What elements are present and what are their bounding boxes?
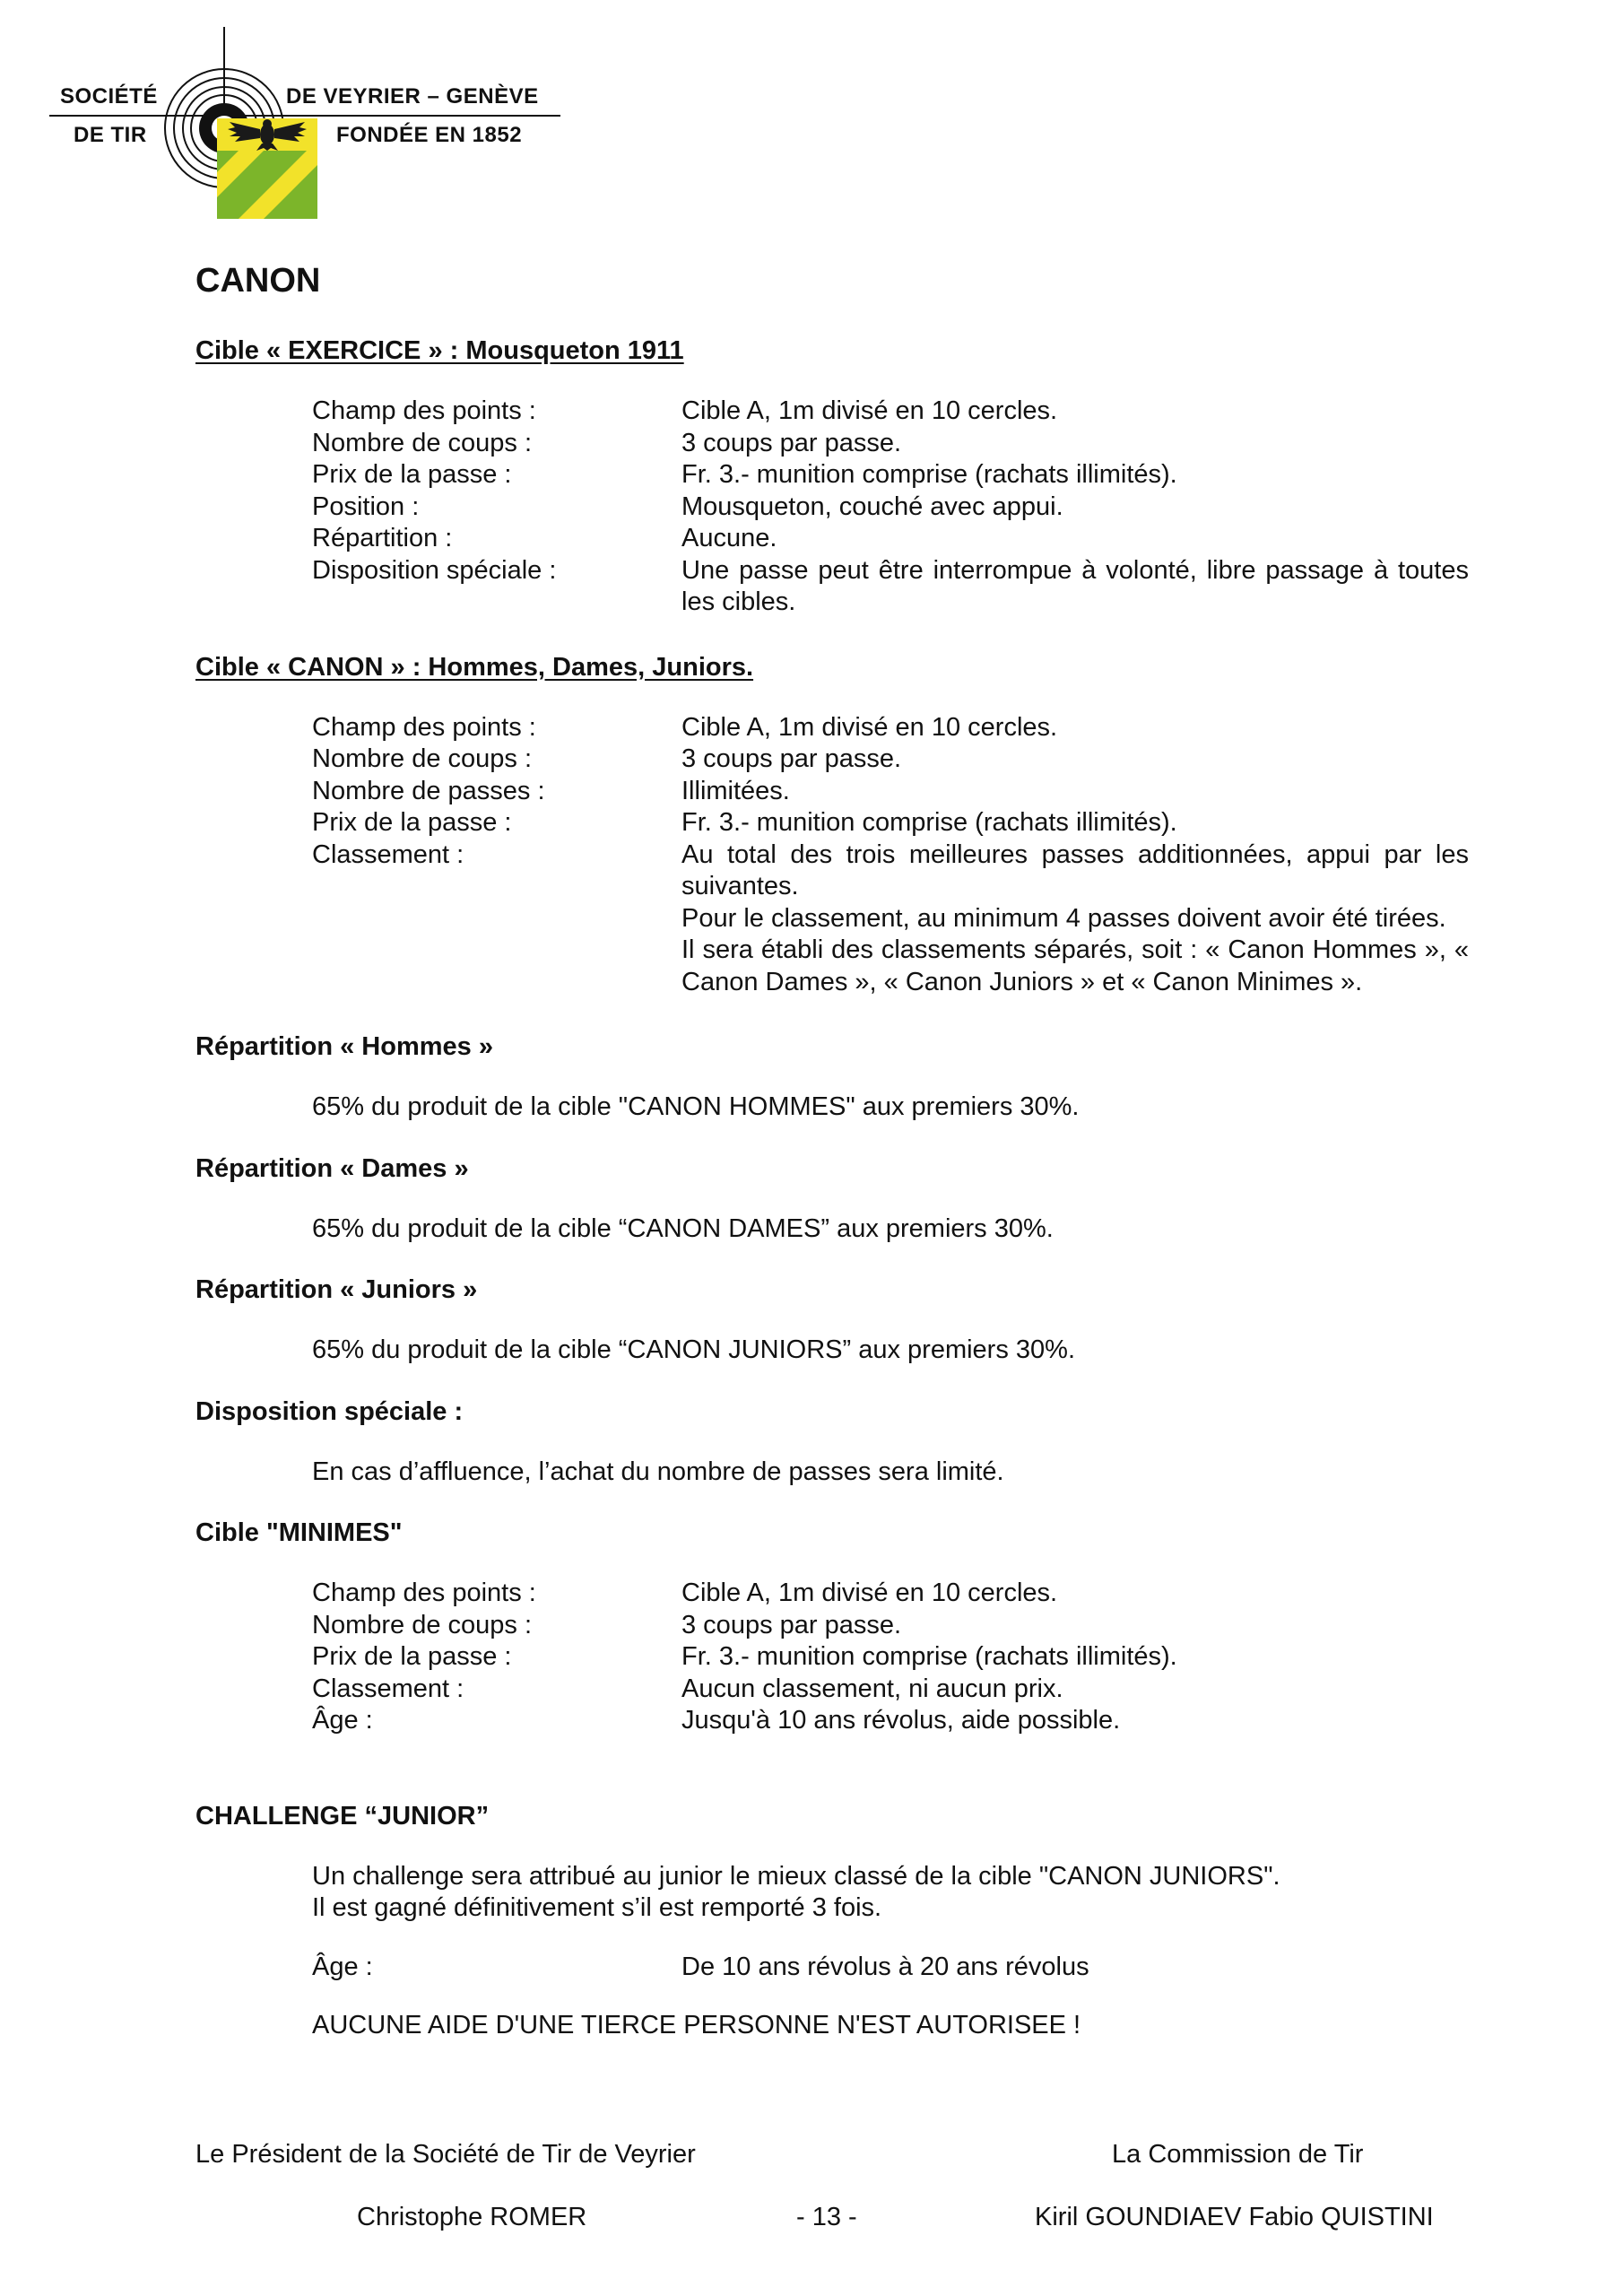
- exercice-heading: Cible « EXERCICE » : Mousqueton 1911: [195, 336, 684, 365]
- spec-row: [312, 1674, 1469, 1706]
- spec-row: [312, 839, 1469, 999]
- spec-row: [312, 776, 1469, 808]
- challenge-heading: CHALLENGE “JUNIOR”: [195, 1801, 490, 1831]
- disposition-heading: Disposition spéciale :: [195, 1396, 464, 1426]
- repartition-hommes-text: 65% du produit de la cible "CANON HOMMES" aux premiers 30%.: [312, 1092, 1080, 1121]
- classement-text: Au total des trois meilleures passes additionnées, appui par les suivantes.: [681, 839, 1469, 900]
- spec-label: Nombre de coups :: [312, 1610, 533, 1639]
- spec-label: Prix de la passe :: [312, 1642, 512, 1671]
- footer-president-name: Christophe ROMER: [357, 2203, 587, 2231]
- spec-row: [312, 1952, 1469, 1984]
- spec-row: [312, 555, 1469, 619]
- spec-label: Nombre de coups :: [312, 428, 533, 457]
- page-title: CANON: [195, 262, 321, 300]
- spec-value: Fr. 3.- munition comprise (rachats illimités).: [681, 1642, 1177, 1671]
- footer-commission-title: La Commission de Tir: [1112, 2140, 1364, 2169]
- minimes-spec-table: [312, 1578, 1469, 1737]
- exercice-spec-table: [312, 396, 1469, 619]
- spec-row: [312, 712, 1469, 744]
- challenge-line-2: Il est gagné définitivement s’il est remporté 3 fois.: [312, 1893, 882, 1922]
- spec-row: [312, 744, 1469, 776]
- spec-row: [312, 807, 1469, 839]
- logo-word-de-tir: DE TIR: [74, 123, 147, 147]
- classement-minimum: Pour le classement, au minimum 4 passes doivent avoir été tirées.: [681, 903, 1446, 933]
- canon-spec-table: [312, 712, 1469, 999]
- spec-value: Aucune.: [681, 524, 777, 552]
- spec-value: 3 coups par passe.: [681, 428, 902, 457]
- repartition-dames-text: 65% du produit de la cible “CANON DAMES” aux premiers 30%.: [312, 1213, 1054, 1243]
- spec-label: Âge :: [312, 1952, 373, 1981]
- disposition-text: En cas d’affluence, l’achat du nombre de passes sera limité.: [312, 1457, 1004, 1486]
- coat-of-arms-icon: [217, 118, 317, 219]
- repartition-hommes-heading: Répartition « Hommes »: [195, 1032, 493, 1061]
- spec-row: [312, 1610, 1469, 1642]
- logo-horizontal-rule: [49, 115, 560, 117]
- challenge-age-table: [312, 1952, 1469, 1984]
- repartition-juniors-text: 65% du produit de la cible “CANON JUNIORS” aux premiers 30%.: [312, 1335, 1075, 1364]
- spec-value: Jusqu'à 10 ans révolus, aide possible.: [681, 1706, 1121, 1735]
- spec-label: Champ des points :: [312, 712, 536, 742]
- main-content: [195, 251, 1469, 2042]
- spec-value: Aucun classement, ni aucun prix.: [681, 1674, 1063, 1703]
- spec-value: 3 coups par passe.: [681, 1610, 902, 1639]
- spec-row: [312, 428, 1469, 460]
- spec-value: Une passe peut être interrompue à volonté, libre passage à toutes les cibles.: [681, 555, 1469, 616]
- page-number: - 13 -: [796, 2203, 857, 2231]
- spec-value: Cible A, 1m divisé en 10 cercles.: [681, 396, 1058, 425]
- spec-label: Répartition :: [312, 524, 453, 552]
- spec-value: 3 coups par passe.: [681, 744, 902, 773]
- spec-label: Nombre de passes :: [312, 776, 545, 805]
- spec-row: [312, 491, 1469, 524]
- spec-label: Classement :: [312, 839, 464, 869]
- spec-row: [312, 523, 1469, 555]
- spec-value-classement: [681, 839, 1469, 999]
- spec-label: Position :: [312, 491, 420, 521]
- classement-separes: Il sera établi des classements séparés, soit : « Canon Hommes », « Canon Dames », « Canon Juniors » et « Canon Minimes ».: [681, 935, 1469, 996]
- spec-value: Cible A, 1m divisé en 10 cercles.: [681, 712, 1058, 742]
- spec-value: Fr. 3.- munition comprise (rachats illimités).: [681, 460, 1177, 489]
- spec-label: Disposition spéciale :: [312, 555, 557, 585]
- spec-value: Cible A, 1m divisé en 10 cercles.: [681, 1578, 1058, 1607]
- spec-label: Champ des points :: [312, 1578, 536, 1607]
- spec-label: Champ des points :: [312, 396, 536, 425]
- spec-label: Prix de la passe :: [312, 460, 512, 489]
- footer-commission-names: Kiril GOUNDIAEV Fabio QUISTINI: [1035, 2203, 1434, 2231]
- spec-row: [312, 459, 1469, 491]
- logo-word-location: DE VEYRIER – GENÈVE: [286, 84, 539, 109]
- spec-row: [312, 1705, 1469, 1737]
- society-logo: [49, 27, 569, 229]
- spec-row: [312, 396, 1469, 428]
- repartition-juniors-heading: Répartition « Juniors »: [195, 1275, 478, 1304]
- footer-president-title: Le Président de la Société de Tir de Veyrier: [195, 2140, 696, 2169]
- repartition-dames-heading: Répartition « Dames »: [195, 1153, 469, 1183]
- spec-label: Classement :: [312, 1674, 464, 1703]
- spec-value: Illimitées.: [681, 776, 790, 805]
- spec-value: De 10 ans révolus à 20 ans révolus: [681, 1952, 1089, 1981]
- spec-label: Nombre de coups :: [312, 744, 533, 773]
- canon-heading: Cible « CANON » : Hommes, Dames, Juniors.: [195, 652, 754, 682]
- spec-label: Âge :: [312, 1706, 373, 1735]
- minimes-heading: Cible "MINIMES": [195, 1518, 403, 1547]
- logo-word-societe: SOCIÉTÉ: [60, 84, 158, 109]
- spec-row: [312, 1641, 1469, 1674]
- spec-label: Prix de la passe :: [312, 808, 512, 837]
- challenge-line-1: Un challenge sera attribué au junior le mieux classé de la cible "CANON JUNIORS".: [312, 1861, 1280, 1891]
- spec-value: Mousqueton, couché avec appui.: [681, 491, 1063, 521]
- challenge-warning: AUCUNE AIDE D'UNE TIERCE PERSONNE N'EST AUTORISEE !: [312, 2011, 1081, 2039]
- spec-value: Fr. 3.- munition comprise (rachats illimités).: [681, 808, 1177, 837]
- logo-word-founded: FONDÉE EN 1852: [336, 123, 523, 147]
- spec-row: [312, 1578, 1469, 1610]
